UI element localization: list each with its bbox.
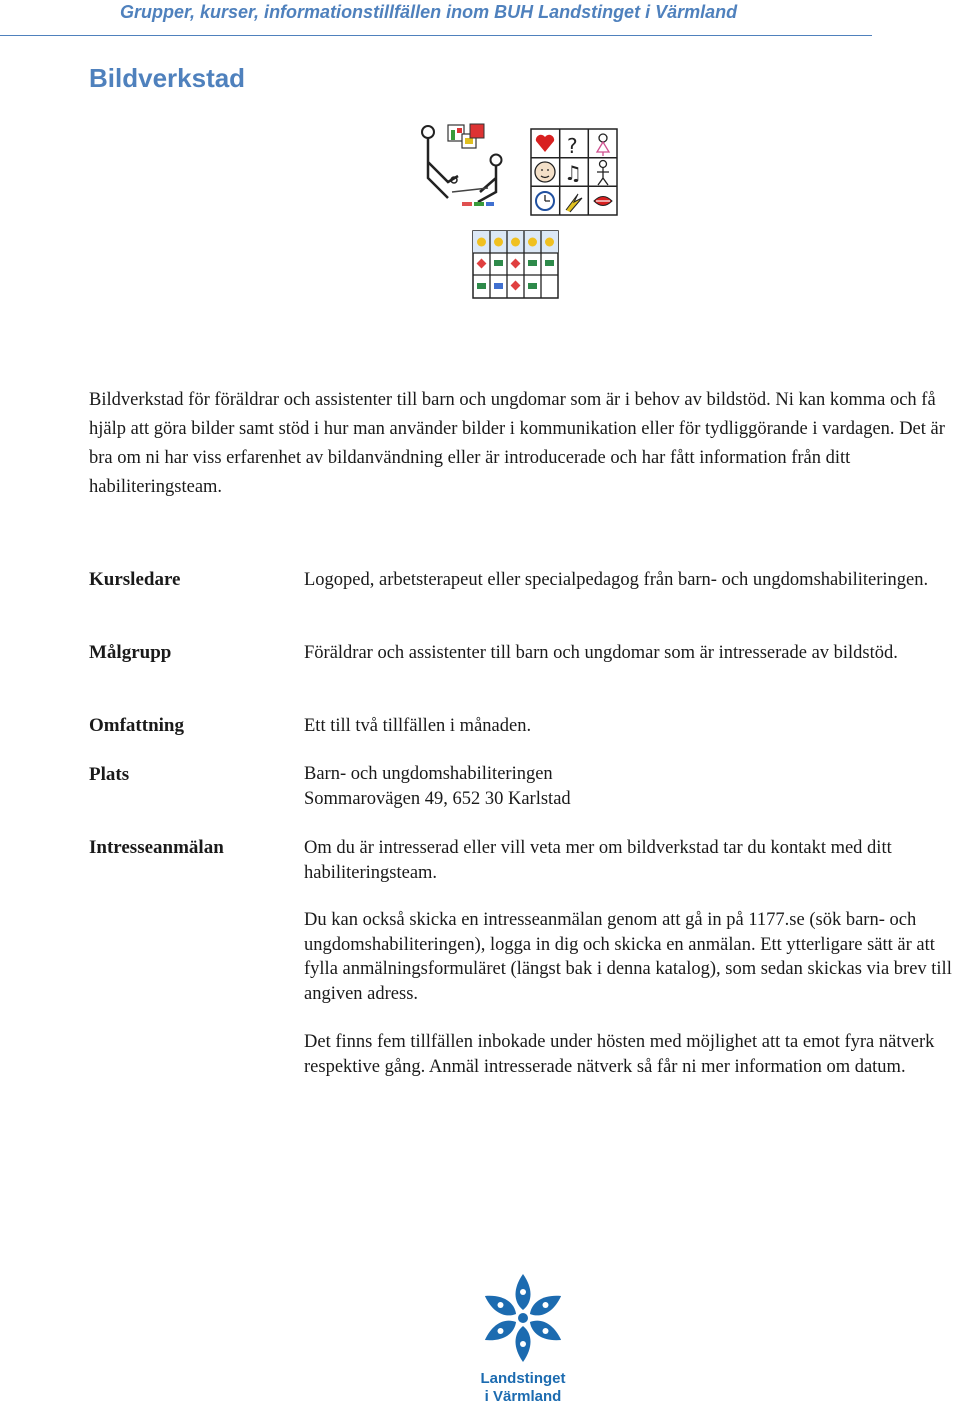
- value-omfattning: Ett till två tillfällen i månaden.: [304, 716, 532, 736]
- value-malgrupp: Föräldrar och assistenter till barn och ungdomar som är intresserade av bildstöd.: [304, 643, 898, 663]
- value-plats: [304, 762, 954, 811]
- value-intresseanmalan-2: Du kan också skicka en intresseanmälan genom att gå in på 1177.se (sök barn- och ungdomshabiliteringen), logga in dig och skicka en anmälan. Ett ytterligare sätt är att fylla anmälningsformuläret (längst bak i denna katalog), som sedan skickas via brev till angiven adress.: [304, 910, 952, 1004]
- label-omfattning: Omfattning: [89, 715, 184, 736]
- place-line: Sommarovägen 49, 652 30 Karlstad: [304, 788, 571, 809]
- schedule-board-pictogram: [472, 230, 560, 300]
- value-kursledare: Logoped, arbetsterapeut eller specialpedagog från barn- och ungdomshabiliteringen.: [304, 570, 929, 590]
- page-title: Bildverkstad: [89, 63, 246, 93]
- place-line: Barn- och ungdomshabiliteringen: [304, 764, 553, 784]
- people-drawing-pictogram: [418, 120, 518, 212]
- value-intresseanmalan-1: Om du är intresserad eller vill veta mer om bildverkstad tar du kontakt med ditt habiliteringsteam.: [304, 838, 892, 883]
- svg-text:?: ?: [567, 134, 578, 158]
- logo-text-line1: Landstinget: [480, 1370, 566, 1387]
- page-header: Grupper, kurser, informationstillfällen inom BUH Landstinget i Värmland: [120, 2, 738, 22]
- label-plats: Plats: [89, 764, 130, 785]
- label-intresseanmalan: Intresseanmälan: [89, 837, 224, 858]
- intro-paragraph: Det är bra om ni har viss erfarenhet av bildanvändning eller är introducerade och har fått information från ditt habiliteringsteam.: [89, 419, 945, 497]
- landstinget-flower-logo: [470, 1272, 576, 1404]
- intro-text: [89, 386, 959, 502]
- symbol-board-pictogram: [530, 128, 620, 218]
- label-malgrupp: Målgrupp: [89, 642, 172, 663]
- intro-paragraph: Bildverkstad för föräldrar och assistenter till barn och ungdomar som är i behov av bildstöd. Ni kan komma och få hjälp att göra bilder samt stöd i hur man använder bilder i kommunikation eller för tydliggörande i vardagen.: [89, 390, 936, 439]
- value-intresseanmalan-3: Det finns fem tillfällen inbokade under hösten med möjlighet att ta emot fyra nätverk respektive gång. Anmäl intresserade nätverk så får ni mer information om datum.: [304, 1032, 935, 1077]
- header-divider: [0, 35, 872, 36]
- svg-text:♫: ♫: [564, 161, 582, 185]
- logo-text-line2: i Värmland: [484, 1388, 562, 1404]
- label-kursledare: Kursledare: [89, 569, 181, 590]
